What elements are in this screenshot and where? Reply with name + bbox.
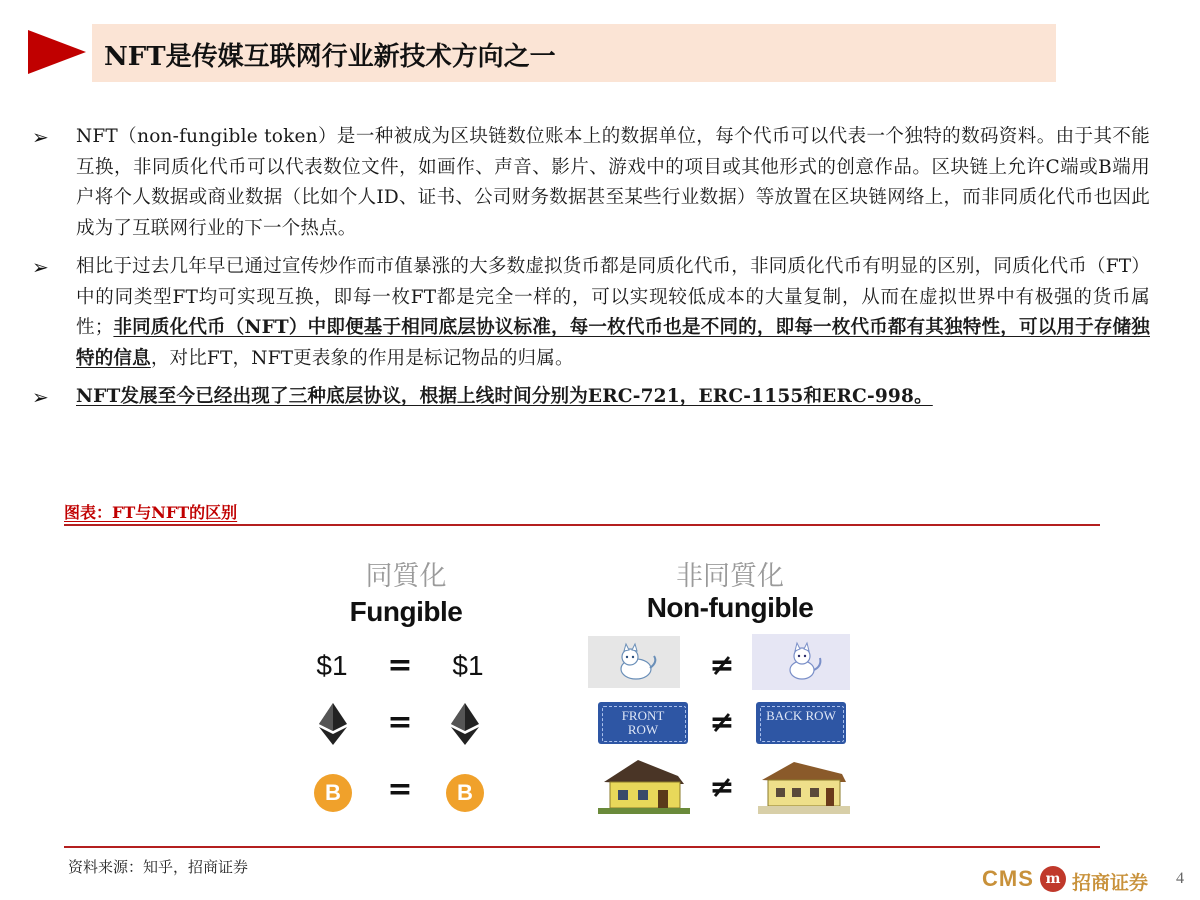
- ticket-front-row: [598, 702, 688, 744]
- bullet-text-emphasis: 非同质化代币（NFT）中即便基于相同底层协议标准，每一枚代币也是不同的，即每一枚代币都有其独特性，可以用于存储独特的信息: [76, 317, 1150, 369]
- bullet-text-emphasis: NFT发展至今已经出现了三种底层协议，根据上线时间分别为ERC-721，ERC-1155和ERC-998。: [76, 386, 933, 407]
- title-arrow-icon: [28, 30, 86, 74]
- bitcoin-icon: B: [314, 774, 352, 812]
- dollar-left: $1: [316, 650, 348, 681]
- not-equals-sign: ≠: [709, 705, 735, 740]
- figure-bottom-rule: [64, 846, 1100, 848]
- ticket-back-row: [756, 702, 846, 744]
- logo-cn-text: 招商证券: [1072, 872, 1149, 894]
- equals-sign: =: [387, 705, 413, 740]
- bullet-text-plain: 相比于过去几年早已通过宣传炒作而市值暴涨的大多数虚拟货币都是同质化代币，非同质化代币有明显的区别，同质化代币（FT）中的同类型FT均可实现互换，即每一枚FT都是完全一样的，可以实现较低成本的大量复制，从而在虚拟世界中有极强的货币属性；: [76, 256, 1150, 338]
- bullet-list: [30, 122, 1150, 421]
- cryptokitty-card: [752, 634, 850, 690]
- page-number: 4: [1176, 870, 1184, 887]
- equals-sign: =: [387, 772, 413, 807]
- bitcoin-icon: B: [446, 774, 484, 812]
- bullet-text: [76, 382, 1150, 413]
- cat-left-icon: [588, 636, 680, 688]
- fungible-heading-en: Fungible: [349, 596, 463, 627]
- cryptokitty-card: [588, 636, 680, 688]
- logo-badge-icon: m: [1040, 866, 1066, 892]
- not-equals-sign: ≠: [709, 770, 735, 805]
- dollar-right: $1: [452, 650, 484, 681]
- bullet-text-plain: ，对比FT，NFT更表象的作用是标记物品的归属。: [150, 347, 574, 369]
- ethereum-icon: [450, 703, 480, 745]
- ticket-label: BACK ROW: [766, 708, 836, 723]
- bullet-item: [30, 382, 1150, 413]
- arrow-bullet-icon: ➢: [32, 255, 49, 279]
- logo-cms-text: CMS: [982, 866, 1034, 891]
- house-left-icon: [598, 756, 690, 814]
- arrow-bullet-icon: ➢: [32, 385, 49, 409]
- bullet-text: [76, 252, 1150, 374]
- fungible-heading-cn: 同質化: [365, 561, 447, 592]
- ethereum-icon: [318, 703, 348, 745]
- bullet-item: [30, 252, 1150, 374]
- bullet-item: [30, 122, 1150, 244]
- house-right-icon: [758, 758, 850, 814]
- source-note: 资料来源：知乎，招商证券: [68, 858, 249, 876]
- cat-right-icon: [752, 634, 850, 690]
- nonfungible-heading-en: Non-fungible: [646, 592, 814, 623]
- arrow-bullet-icon: ➢: [32, 125, 49, 149]
- page-title: NFT是传媒互联网行业新技术方向之一: [104, 42, 556, 72]
- figure-caption: 图表：FT与NFT的区别: [64, 503, 238, 522]
- bullet-text: NFT（non-fungible token）是一种被成为区块链数位账本上的数据单位，每个代币可以代表一个独特的数码资料。由于其不能互换，非同质化代币可以代表数位文件，如画作、声音、影片、游戏中的项目或其他形式的创意作品。区块链上允许C端或B端用户将个人数据或商业数据（比如个人ID、证书、公司财务数据甚至某些行业数据）等放置在区块链网络上，而非同质化代币也因此成为了互联网行业的下一个热点。: [76, 126, 1150, 239]
- nonfungible-heading-cn: 非同質化: [676, 561, 784, 592]
- ticket-label: FRONT ROW: [621, 708, 665, 737]
- figure-top-rule: [64, 524, 1100, 526]
- not-equals-sign: ≠: [709, 648, 735, 683]
- equals-sign: =: [387, 648, 413, 683]
